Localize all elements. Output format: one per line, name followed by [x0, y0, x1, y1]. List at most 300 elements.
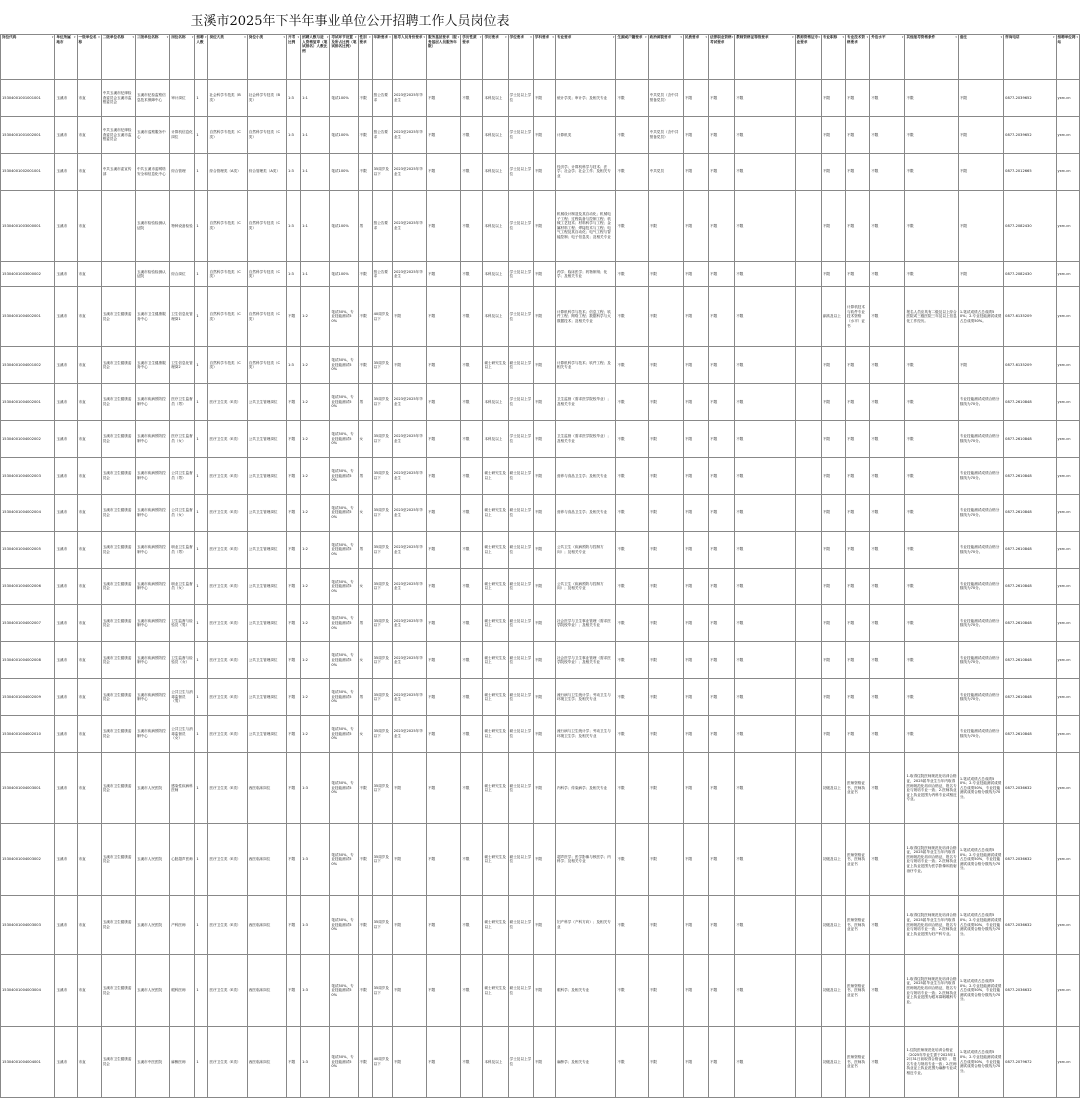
table-cell: 不限: [287, 895, 301, 955]
column-header[interactable]: [958, 35, 1003, 80]
table-cell: 笔试50%，专业技能测试50%: [330, 568, 358, 605]
table-cell: [795, 80, 821, 117]
table-row: [1, 824, 1080, 895]
table-cell: 机械设计制造及其自动化；机械电子工程；过程装备与控制工程；机械工艺技术；材料科学与工程；金属材料工程；焊接技术与工程；电气工程及其自动化；电气工程与智能控制；电子信息类；及相关专业: [555, 190, 615, 261]
table-row: [1, 716, 1080, 753]
table-cell: 不限: [461, 420, 483, 457]
table-cell: yxrc.cn: [1056, 679, 1079, 716]
table-cell: 不限: [533, 494, 555, 531]
table-cell: 眼科学；及相关专业: [555, 955, 615, 1026]
table-cell: 玉溪市卫生健康委员会: [101, 824, 135, 895]
table-cell: 不限: [392, 895, 426, 955]
column-header[interactable]: [208, 35, 247, 80]
table-cell: 不限: [846, 190, 870, 261]
filter-dropdown-icon[interactable]: ▾: [505, 35, 507, 39]
table-cell: 笔试50%，专业技能测试50%: [330, 679, 358, 716]
table-cell: 本科及以上: [483, 287, 508, 347]
table-cell: 笔试50%，专业技能测试50%: [330, 494, 358, 531]
table-cell: 不限: [287, 955, 301, 1026]
table-cell: 不限: [683, 1026, 708, 1097]
table-cell: 35周岁及以下: [372, 895, 392, 955]
table-row: [1, 895, 1080, 955]
filter-dropdown-icon[interactable]: ▾: [680, 35, 682, 39]
table-cell: 公共卫生管理岗位: [247, 716, 286, 753]
column-header[interactable]: [905, 35, 958, 80]
table-cell: 笔试50%，专业技能测试50%: [330, 531, 358, 568]
column-header[interactable]: [821, 35, 845, 80]
table-cell: 医师资格证书，医师执业证书: [846, 955, 870, 1026]
table-cell: 1:2: [301, 679, 330, 716]
table-cell: yxrc.cn: [1056, 1026, 1079, 1097]
filter-dropdown-icon[interactable]: ▾: [355, 35, 357, 39]
filter-dropdown-icon[interactable]: ▾: [842, 35, 845, 39]
table-cell: 硕士及以上学位: [508, 568, 533, 605]
table-cell: 不限: [821, 420, 845, 457]
column-header[interactable]: [170, 35, 195, 80]
table-cell: 不限: [846, 457, 870, 494]
table-cell: 不限: [905, 679, 958, 716]
column-header[interactable]: [101, 35, 135, 80]
filter-dropdown-icon[interactable]: ▾: [1053, 35, 1055, 39]
table-cell: 西医临床岗位: [247, 895, 286, 955]
table-cell: 不限: [709, 261, 735, 286]
column-header[interactable]: [1004, 35, 1056, 80]
table-cell: 不限: [616, 642, 648, 679]
table-cell: 不限: [533, 716, 555, 753]
table-cell: 不限: [461, 824, 483, 895]
table-cell: 硕士研究生及以上: [483, 457, 508, 494]
table-cell: 硕士及以上学位: [508, 955, 533, 1026]
column-header[interactable]: [648, 35, 683, 80]
table-cell: 1:2: [301, 347, 330, 384]
table-cell: 15304001004002001: [1, 384, 55, 421]
filter-dropdown-icon[interactable]: ▾: [705, 35, 708, 39]
table-cell: 不限: [287, 1026, 301, 1097]
table-cell: 玉溪市疾病预防控制中心: [135, 716, 169, 753]
table-cell: 硕士及以上学位: [508, 494, 533, 531]
table-cell: 不限: [905, 153, 958, 190]
table-cell: 1: [195, 287, 208, 347]
table-cell: 市直: [77, 457, 101, 494]
table-cell: 35周岁及以下: [372, 384, 392, 421]
filter-dropdown-icon[interactable]: ▾: [369, 35, 371, 39]
table-cell: 不限: [533, 384, 555, 421]
table-cell: 男: [358, 679, 372, 716]
table-cell: 医疗卫生类（E类）: [208, 568, 247, 605]
table-cell: 不限: [905, 420, 958, 457]
table-cell: 15304001003000002: [1, 261, 55, 286]
table-cell: 笔试50%，专业技能测试50%: [330, 1026, 358, 1097]
table-cell: 不限: [427, 457, 461, 494]
column-header[interactable]: [461, 35, 483, 80]
column-header-label: 法律职业资格考试要求: [710, 35, 732, 44]
table-cell: 不限: [358, 955, 372, 1026]
table-cell: 35周岁及以下: [372, 642, 392, 679]
filter-dropdown-icon[interactable]: ▾: [191, 35, 194, 39]
filter-dropdown-icon[interactable]: ▾: [530, 35, 532, 39]
table-cell: 副高及以上: [821, 287, 845, 347]
table-cell: 不限: [427, 153, 461, 190]
table-cell: [795, 457, 821, 494]
table-cell: 玉溪市卫生健康委员会: [101, 384, 135, 421]
table-cell: 0877-2610848: [1004, 531, 1056, 568]
table-cell: 不限: [427, 679, 461, 716]
table-cell: 不限: [648, 752, 683, 823]
column-header[interactable]: [683, 35, 708, 80]
table-cell: 本科及以上: [483, 153, 508, 190]
table-cell: 不限: [958, 116, 1003, 153]
column-header-label: 专业技术资格要求: [847, 35, 865, 44]
table-cell: 玉溪市: [55, 716, 77, 753]
table-cell: 玉溪市: [55, 347, 77, 384]
table-cell: 计算机技术与软件专业技术资格（水平）证书: [846, 287, 870, 347]
table-cell: 职业卫生监督员（男）: [170, 531, 195, 568]
table-cell: 营养与食品卫生学；及相关专业: [555, 494, 615, 531]
table-cell: [101, 261, 135, 286]
table-cell: 学士及以上学位: [508, 153, 533, 190]
table-cell: [795, 642, 821, 679]
table-cell: 不限: [287, 457, 301, 494]
column-header-label: 开考比例: [288, 35, 296, 44]
table-cell: 不限: [821, 531, 845, 568]
table-cell: 不限: [648, 955, 683, 1026]
table-cell: 不限: [648, 287, 683, 347]
table-cell: 医疗卫生类（E类）: [208, 752, 247, 823]
table-cell: 自然科学专技类（C类）: [208, 261, 247, 286]
table-cell: 35周岁及以下: [372, 605, 392, 642]
table-cell: 医疗卫生类（E类）: [208, 605, 247, 642]
filter-dropdown-icon[interactable]: ▾: [389, 35, 391, 39]
column-header[interactable]: [301, 35, 330, 80]
table-cell: 2023至2025年毕业生: [392, 153, 426, 190]
table-cell: 不限: [533, 80, 555, 117]
table-cell: 硕士研究生及以上: [483, 895, 508, 955]
table-cell: 不限: [533, 261, 555, 286]
table-row: [1, 153, 1080, 190]
table-cell: 硕士及以上学位: [508, 824, 533, 895]
table-cell: 笔试50%，专业技能测试50%: [330, 420, 358, 457]
table-cell: 医疗卫生监督员（男）: [170, 384, 195, 421]
filter-dropdown-icon[interactable]: ▾: [326, 35, 329, 39]
table-cell: 硕士及以上学位: [508, 605, 533, 642]
table-cell: 硕士研究生及以上: [483, 347, 508, 384]
table-cell: [795, 716, 821, 753]
table-cell: 按公告要求: [372, 80, 392, 117]
table-cell: 本科及以上: [483, 80, 508, 117]
table-cell: 不限: [905, 642, 958, 679]
table-cell: 不限: [709, 679, 735, 716]
filter-dropdown-icon[interactable]: ▾: [244, 35, 246, 39]
column-header[interactable]: [247, 35, 286, 80]
table-cell: 医疗卫生类（E类）: [208, 679, 247, 716]
column-header[interactable]: [483, 35, 508, 80]
table-cell: 市直: [77, 531, 101, 568]
table-cell: 不限: [648, 679, 683, 716]
table-row: [1, 347, 1080, 384]
column-header[interactable]: [427, 35, 461, 80]
table-cell: 不限: [846, 153, 870, 190]
column-header[interactable]: [709, 35, 735, 80]
table-cell: 不限: [709, 80, 735, 117]
table-cell: 不限: [533, 824, 555, 895]
header-row: [1, 35, 1080, 80]
table-cell: 不限: [616, 895, 648, 955]
table-cell: 1: [195, 384, 208, 421]
table-cell: 1: [195, 1026, 208, 1097]
table-cell: 初级及以上: [821, 824, 845, 895]
table-cell: 不限: [683, 752, 708, 823]
table-cell: 玉溪市卫生健康委员会: [101, 895, 135, 955]
table-cell: 不限: [533, 568, 555, 605]
filter-dropdown-icon[interactable]: ▾: [866, 35, 869, 39]
table-cell: 不限: [735, 716, 795, 753]
table-cell: 1.取得住院医师规范化培训合格证，2025届毕业生当年内取得医师规范化培训合格证，报名专业与规培专业一致；2.医师执业证上执业范围为内科专业或相近专业。: [905, 752, 958, 823]
table-cell: 1:2: [301, 287, 330, 347]
table-cell: 不限: [427, 955, 461, 1026]
column-header[interactable]: [55, 35, 77, 80]
filter-dropdown-icon[interactable]: ▾: [1076, 35, 1078, 39]
table-cell: 不限: [821, 261, 845, 286]
table-cell: 不限: [821, 347, 845, 384]
table-cell: yxrc.cn: [1056, 895, 1079, 955]
table-cell: 不限: [735, 679, 795, 716]
table-cell: 0877-2610848: [1004, 457, 1056, 494]
column-header[interactable]: [77, 35, 101, 80]
table-row: [1, 494, 1080, 531]
column-header[interactable]: [330, 35, 358, 80]
table-cell: 不限: [427, 287, 461, 347]
table-row: [1, 116, 1080, 153]
column-header[interactable]: [372, 35, 392, 80]
table-cell: 1: [195, 955, 208, 1026]
table-cell: 学士及以上学位: [508, 116, 533, 153]
filter-dropdown-icon[interactable]: ▾: [1000, 35, 1003, 39]
table-cell: 1: [195, 716, 208, 753]
filter-dropdown-icon[interactable]: ▾: [204, 35, 207, 39]
filter-dropdown-icon[interactable]: ▾: [283, 35, 286, 39]
table-cell: 玉溪市卫生健康委员会: [101, 716, 135, 753]
table-cell: 1: [195, 116, 208, 153]
filter-dropdown-icon[interactable]: ▾: [731, 35, 734, 39]
table-cell: 1:3: [301, 752, 330, 823]
column-header[interactable]: [392, 35, 426, 80]
filter-dropdown-icon[interactable]: ▾: [51, 35, 54, 39]
table-cell: 不限: [735, 457, 795, 494]
table-cell: 15304001001001001: [1, 80, 55, 117]
table-cell: 2023至2025年毕业生: [392, 261, 426, 286]
table-cell: 不限: [709, 494, 735, 531]
filter-dropdown-icon[interactable]: ▾: [74, 35, 76, 39]
table-cell: 不限: [461, 80, 483, 117]
filter-dropdown-icon[interactable]: ▾: [297, 35, 300, 39]
table-cell: 医疗卫生类（E类）: [208, 494, 247, 531]
table-cell: 15304001004002005: [1, 531, 55, 568]
table-cell: 玉溪市卫生健康委员会: [101, 494, 135, 531]
table-cell: 不限: [427, 116, 461, 153]
table-cell: 男: [358, 605, 372, 642]
table-cell: 不限: [358, 895, 372, 955]
table-cell: 1:2: [301, 642, 330, 679]
column-header[interactable]: [508, 35, 533, 80]
column-header[interactable]: [287, 35, 301, 80]
column-header[interactable]: [358, 35, 372, 80]
table-cell: 医疗卫生类（E类）: [208, 420, 247, 457]
column-header[interactable]: [135, 35, 169, 80]
table-row: [1, 642, 1080, 679]
table-cell: 不限: [648, 895, 683, 955]
column-header[interactable]: [795, 35, 821, 80]
table-cell: 医师资格证书，医师执业证书: [846, 1026, 870, 1097]
column-header[interactable]: [735, 35, 795, 80]
table-cell: 专业技能测试成绩合格分数线为70分。: [958, 494, 1003, 531]
column-header[interactable]: [616, 35, 648, 80]
table-cell: 不限: [846, 347, 870, 384]
table-cell: 不限: [958, 261, 1003, 286]
table-cell: yxrc.cn: [1056, 955, 1079, 1026]
table-cell: 不限: [648, 531, 683, 568]
column-header[interactable]: [846, 35, 870, 80]
table-cell: 15304001004003003: [1, 895, 55, 955]
column-header-label: 岗位代码: [2, 35, 17, 39]
table-cell: 15304001004002010: [1, 716, 55, 753]
filter-dropdown-icon[interactable]: ▾: [457, 35, 460, 39]
column-header-label: 生源或户籍要求: [617, 35, 643, 39]
table-cell: 玉溪市: [55, 679, 77, 716]
table-cell: [795, 420, 821, 457]
table-cell: 麻醉医师: [170, 1026, 195, 1097]
table-cell: 社会科学专技类（B类）: [208, 80, 247, 117]
table-cell: 笔试50%，专业技能测试50%: [330, 287, 358, 347]
table-cell: 公共卫生（疾病预防与控制方向）；及相关专业: [555, 531, 615, 568]
table-cell: 不限: [735, 642, 795, 679]
filter-dropdown-icon[interactable]: ▾: [98, 35, 100, 39]
table-cell: 玉溪市疾病预防控制中心: [135, 384, 169, 421]
table-cell: 1:1: [301, 116, 330, 153]
column-header[interactable]: [533, 35, 555, 80]
column-header[interactable]: [870, 35, 905, 80]
filter-dropdown-icon[interactable]: ▾: [612, 35, 615, 39]
table-cell: 0877-2036632: [1004, 752, 1056, 823]
filter-dropdown-icon[interactable]: ▾: [166, 35, 169, 39]
table-cell: 不限: [958, 153, 1003, 190]
column-header[interactable]: [195, 35, 208, 80]
table-cell: 硕士研究生及以上: [483, 955, 508, 1026]
table-cell: [795, 895, 821, 955]
table-cell: 卫生监督与检验员（女）: [170, 642, 195, 679]
table-cell: 不限: [821, 116, 845, 153]
table-cell: 不限: [709, 955, 735, 1026]
table-cell: 不限: [846, 642, 870, 679]
table-cell: 35周岁及以下: [372, 494, 392, 531]
table-cell: 不限: [735, 153, 795, 190]
table-cell: 笔试50%，专业技能测试50%: [330, 752, 358, 823]
filter-dropdown-icon[interactable]: ▾: [792, 35, 794, 39]
table-cell: 玉溪市: [55, 605, 77, 642]
column-header-label: 年龄要求: [373, 35, 389, 39]
table-cell: 医疗卫生类（E类）: [208, 824, 247, 895]
table-cell: 不限: [461, 494, 483, 531]
table-cell: 1.取得住院医师规范化培训合格证，2025届毕业生当年内取得医师规范化培训合格证，报名专业与规培专业一致；2.医师执业证上执业范围为妇产科专业。: [905, 895, 958, 955]
filter-dropdown-icon[interactable]: ▾: [955, 35, 957, 39]
table-cell: 15304001004001002: [1, 347, 55, 384]
table-cell: 不限: [461, 531, 483, 568]
table-cell: 15304001003000001: [1, 190, 55, 261]
filter-dropdown-icon[interactable]: ▾: [645, 35, 647, 39]
table-cell: 0877-2079672: [1004, 1026, 1056, 1097]
table-cell: 按公告要求: [372, 116, 392, 153]
table-cell: 不限: [683, 384, 708, 421]
table-cell: 计算机科学与技术；软件工程；及相关专业: [555, 347, 615, 384]
table-cell: 不限: [427, 1026, 461, 1097]
column-header[interactable]: [555, 35, 615, 80]
table-cell: 不限: [821, 642, 845, 679]
table-cell: 不限: [648, 384, 683, 421]
table-cell: 不限: [648, 642, 683, 679]
filter-dropdown-icon[interactable]: ▾: [901, 35, 904, 39]
table-cell: 不限: [709, 716, 735, 753]
table-cell: 不限: [461, 261, 483, 286]
filter-dropdown-icon[interactable]: ▾: [552, 35, 554, 39]
table-cell: 不限: [683, 824, 708, 895]
table-cell: 市直: [77, 420, 101, 457]
column-header-label: 学历性质要求: [462, 35, 477, 44]
table-cell: 玉溪市卫生健康委员会: [101, 568, 135, 605]
table-cell: 不限: [846, 116, 870, 153]
table-cell: [795, 955, 821, 1026]
table-cell: 1.笔试成绩占总成绩50%；2.专业技能测试成绩占总成绩50%，专业技能测试成绩合格分数线为70分。: [958, 752, 1003, 823]
table-cell: 女: [358, 420, 372, 457]
table-cell: 市直: [77, 895, 101, 955]
table-cell: 自然科学专技类（C类）: [208, 347, 247, 384]
table-cell: 15304001004003001: [1, 752, 55, 823]
table-cell: 不限: [821, 80, 845, 117]
table-cell: 笔试50%，专业技能测试50%: [330, 605, 358, 642]
table-cell: 硕士研究生及以上: [483, 679, 508, 716]
table-cell: 女: [358, 568, 372, 605]
filter-dropdown-icon[interactable]: ▾: [479, 35, 482, 39]
column-header-label: 学科要求: [534, 35, 550, 39]
table-cell: 初级及以上: [821, 752, 845, 823]
filter-dropdown-icon[interactable]: ▾: [423, 35, 426, 39]
table-cell: 0877-2610848: [1004, 679, 1056, 716]
table-cell: 玉溪市疾病预防控制中心: [135, 605, 169, 642]
table-cell: 不限: [709, 531, 735, 568]
column-header[interactable]: [1, 35, 55, 80]
table-cell: 不限: [287, 420, 301, 457]
table-cell: 学士及以上学位: [508, 261, 533, 286]
column-header[interactable]: [1056, 35, 1079, 80]
table-cell: 1: [195, 420, 208, 457]
filter-dropdown-icon[interactable]: ▾: [132, 35, 134, 39]
table-cell: 1.取得住院医师规范化培训合格证，2025届毕业生当年内取得医师规范化培训合格证，报名专业与规培专业一致；2.医师执业证上执业范围为医学影像和放射治疗专业。: [905, 824, 958, 895]
table-cell: 不限: [461, 347, 483, 384]
table-cell: 不限: [616, 190, 648, 261]
table-row: [1, 568, 1080, 605]
table-cell: [795, 568, 821, 605]
table-cell: 不限: [427, 190, 461, 261]
table-cell: 不限: [870, 716, 905, 753]
table-cell: 不限: [358, 116, 372, 153]
table-cell: 1:1: [301, 190, 330, 261]
table-cell: 1: [195, 457, 208, 494]
table-cell: yxrc.cn: [1056, 261, 1079, 286]
table-cell: 医疗卫生类（E类）: [208, 955, 247, 1026]
filter-dropdown-icon[interactable]: ▾: [818, 35, 820, 39]
table-cell: 2023至2025年毕业生: [392, 457, 426, 494]
table-cell: 不限: [958, 80, 1003, 117]
table-cell: 专业技能测试成绩合格分数线为70分。: [958, 679, 1003, 716]
table-cell: 公共卫生管理岗位: [247, 642, 286, 679]
